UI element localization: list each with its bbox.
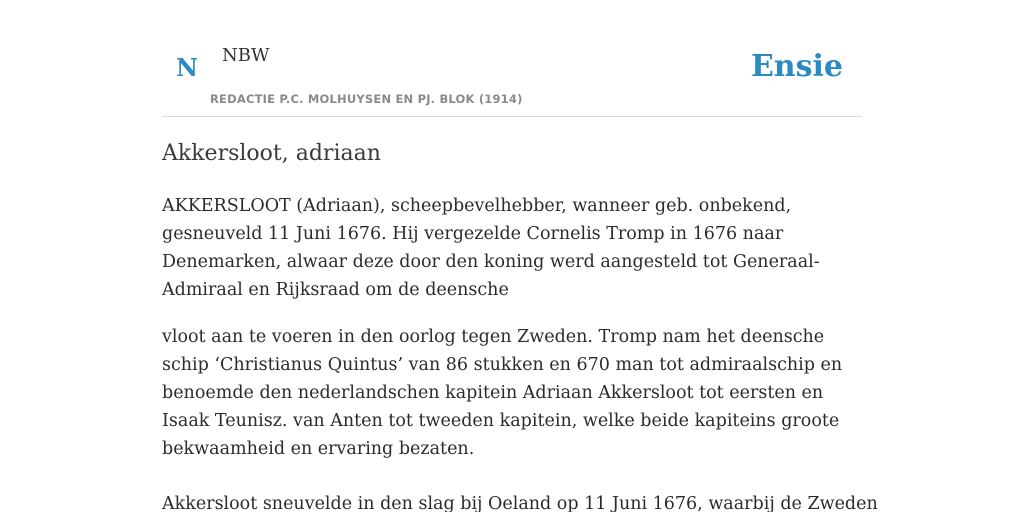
article-title: Akkersloot, adriaan [162, 141, 381, 166]
article-paragraph: vloot aan te voeren in den oorlog tegen Zweden. Tromp nam het deensche schip ‘Christianus Quintus’ van 86 stukken en 670 man tot admiraalschip en benoemde den nederlandschen kapitein Adriaan Akkersloot tot eersten en Isaak Teunisz. van Anten tot tweeden kapitein, welke beide kapiteins groote bekwaamheid en ervaring bezaten. [162, 327, 843, 459]
source-logo[interactable]: N [176, 53, 198, 82]
source-header [162, 0, 862, 117]
article-paragraph: AKKERSLOOT (Adriaan), scheepbevelhebber, wanneer geb. onbekend, gesneuveld 11 Juni 1676. Hij vergezelde Cornelis Tromp in 1676 naar Denemarken, alwaar deze door den koning werd aangesteld tot Generaal-Admiraal en Rijksraad om de deensche [162, 196, 820, 300]
article [162, 136, 878, 512]
article-paragraph: Akkersloot sneuvelde in den slag bij Oeland op 11 Juni 1676, waarbij de Zweden [162, 494, 878, 512]
source-title[interactable]: NBW [222, 45, 270, 66]
brand-logo[interactable]: Ensie [750, 49, 843, 84]
source-subtitle: REDACTIE P.C. MOLHUYSEN EN PJ. BLOK (1914) [210, 92, 523, 106]
